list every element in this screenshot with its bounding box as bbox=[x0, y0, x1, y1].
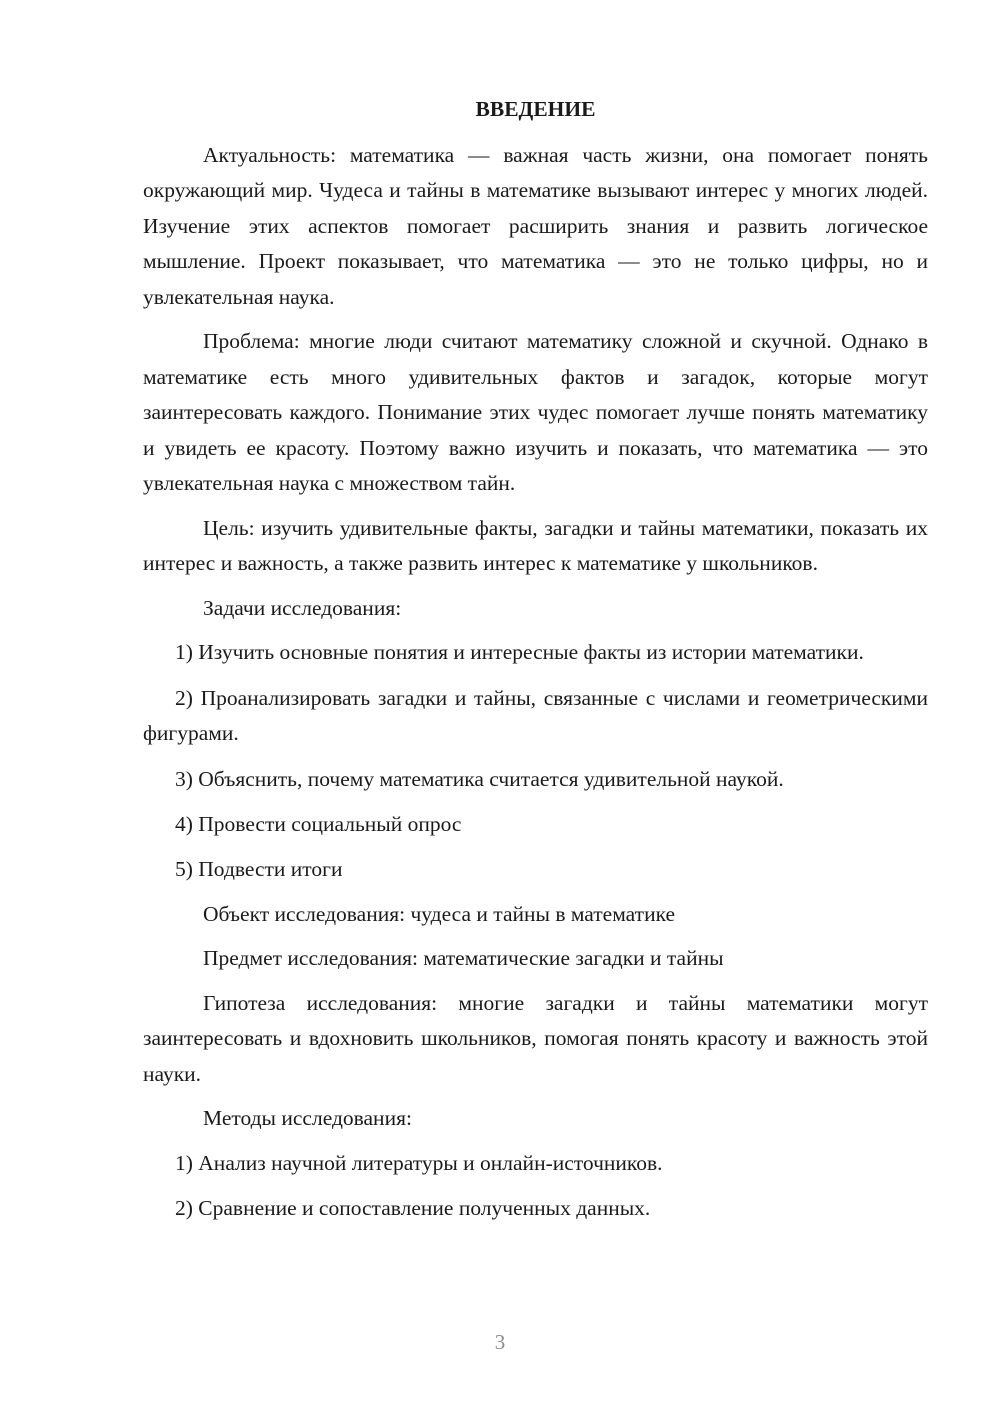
page-number: 3 bbox=[494, 1330, 506, 1354]
section-title: ВВЕДЕНИЕ bbox=[475, 97, 596, 121]
methods-heading: Методы исследования: bbox=[203, 1106, 412, 1130]
research-object: Объект исследования: чудеса и тайны в математике bbox=[203, 901, 676, 926]
method-item-2: 2) Сравнение и сопоставление полученных данных. bbox=[175, 1195, 651, 1220]
relevance-paragraph: Актуальность: математика — важная часть жизни, она помогает понять окружающий мир. Чудеса и тайны в математике вызывают интерес у многих людей. Изучение этих аспектов помогает расширить знания и развить логическое мышление. Проект показывает, что математика — это не только цифры, но и увлекательная наука. bbox=[143, 142, 928, 309]
problem-paragraph: Проблема: многие люди считают математику сложной и скучной. Однако в математике есть много удивительных фактов и загадок, которые могут заинтересовать каждого. Понимание этих чудес помогает лучше понять математику и увидеть ее красоту. Поэтому важно изучить и показать, что математика — это увлекательная наука с множеством тайн. bbox=[143, 329, 928, 495]
task-item-2: 2) Проанализировать загадки и тайны, связанные с числами и геометрическими фигурами. bbox=[143, 685, 928, 745]
research-subject: Предмет исследования: математические загадки и тайны bbox=[203, 946, 724, 970]
tasks-heading: Задачи исследования: bbox=[203, 595, 402, 620]
task-item-3: 3) Объяснить, почему математика считается удивительной наукой. bbox=[175, 766, 784, 791]
task-item-1: 1) Изучить основные понятия и интересные факты из истории математики. bbox=[175, 640, 864, 664]
research-hypothesis: Гипотеза исследования: многие загадки и тайны математики могут заинтересовать и вдохновить школьников, помогая понять красоту и важность этой науки. bbox=[143, 990, 928, 1086]
page-content bbox=[143, 92, 928, 1236]
goal-paragraph: Цель: изучить удивительные факты, загадки и тайны математики, показать их интерес и важность, а также развить интерес к математике у школьников. bbox=[143, 515, 928, 575]
task-item-4: 4) Провести социальный опрос bbox=[175, 811, 462, 836]
task-item-5: 5) Подвести итоги bbox=[175, 856, 343, 881]
method-item-1: 1) Анализ научной литературы и онлайн-источников. bbox=[175, 1150, 663, 1175]
